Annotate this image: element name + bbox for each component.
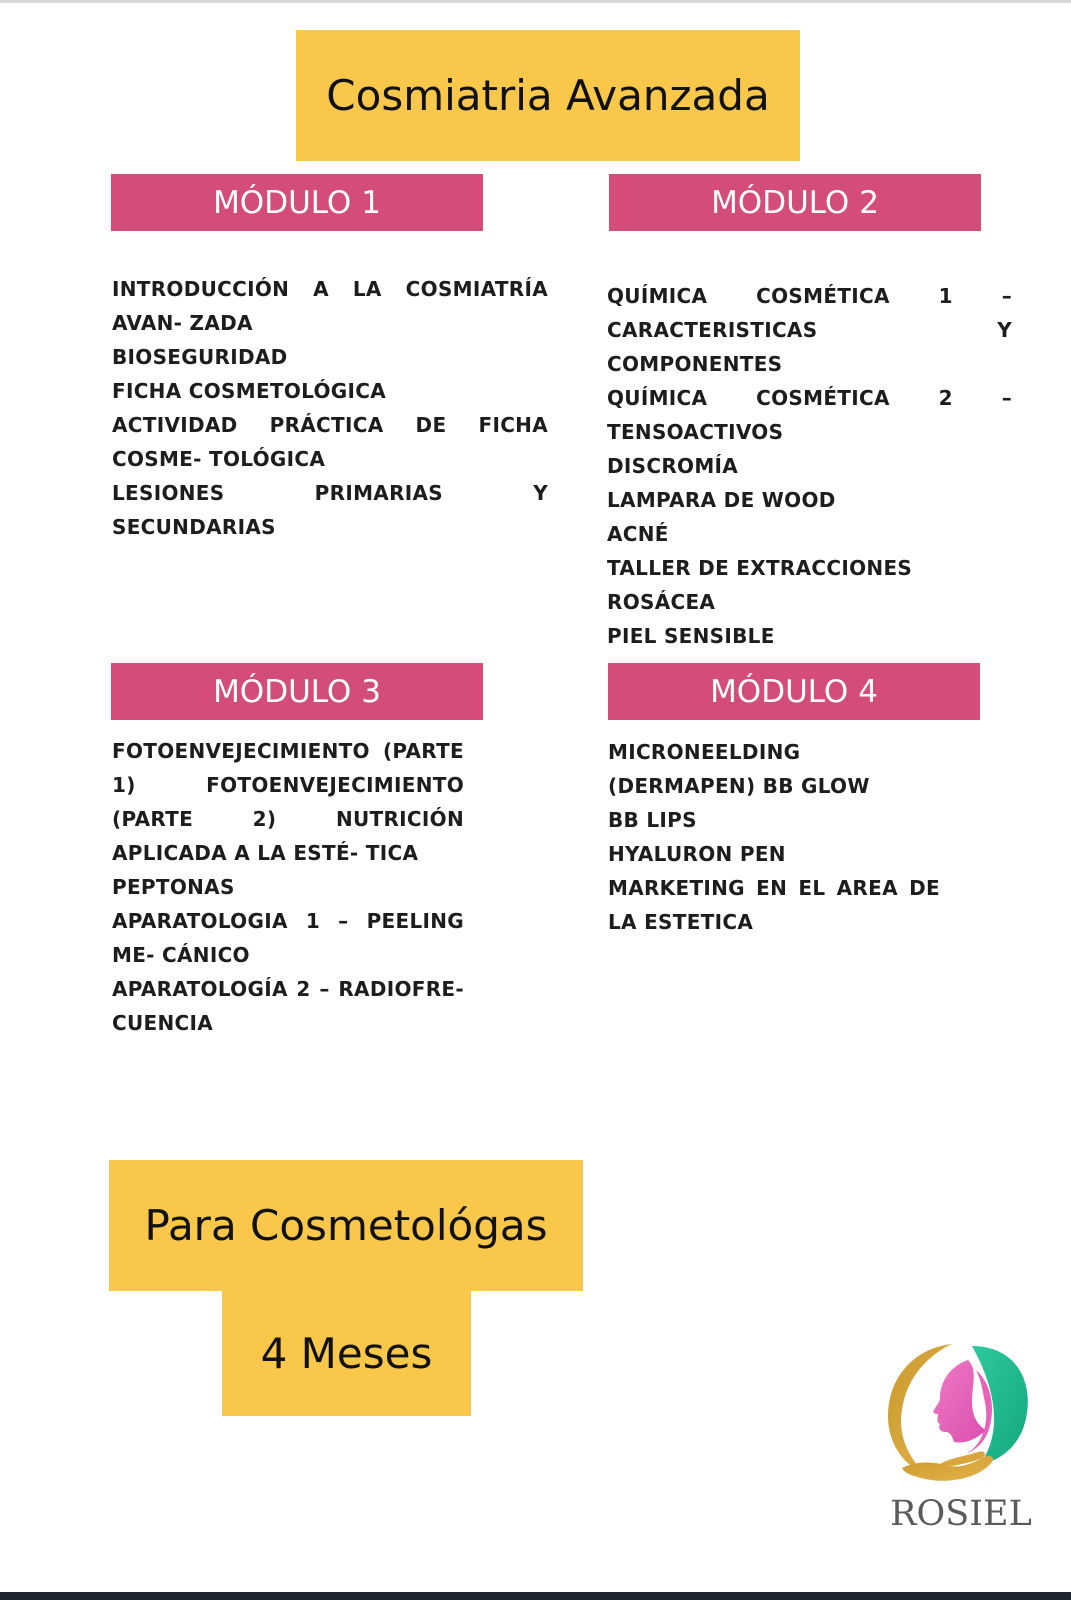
module-3-item: PEPTONAS [112, 875, 235, 899]
module-1-item: BIOSEGURIDAD [112, 345, 288, 369]
module-3-item: APARATOLOGÍA 2 – RADIOFRE- CUENCIA [112, 977, 464, 1035]
module-3-header: MÓDULO 3 [111, 663, 483, 720]
module-4-list [608, 735, 940, 939]
module-2-list [607, 279, 1012, 653]
module-4-item: MARKETING EN EL AREA DE LA ESTETICA [608, 876, 940, 934]
woman-profile-leaf-hand-icon [880, 1340, 1040, 1490]
rosiel-logo [876, 1340, 1046, 1540]
module-2-item: TALLER DE EXTRACCIONES [607, 556, 913, 580]
top-divider [0, 0, 1071, 3]
audience-label: Para Cosmetológas [109, 1160, 583, 1291]
module-4-item: MICRONEELDING (DERMAPEN) BB GLOW [608, 740, 870, 798]
bottom-bar [0, 1592, 1071, 1600]
module-3-item: APARATOLOGIA 1 – PEELING ME- CÁNICO [112, 909, 464, 967]
module-4-item: HYALURON PEN [608, 842, 786, 866]
module-2-item: LAMPARA DE WOOD [607, 488, 836, 512]
module-2-item: DISCROMÍA [607, 454, 739, 478]
module-2-item: QUÍMICA COSMÉTICA 1 – CARACTERISTICAS Y COMPONENTES [607, 284, 1012, 376]
module-2-header: MÓDULO 2 [609, 174, 981, 231]
module-2-item: PIEL SENSIBLE [607, 624, 775, 648]
module-1-item: ACTIVIDAD PRÁCTICA DE FICHA COSME- TOLÓGICA [112, 413, 548, 471]
module-1-header: MÓDULO 1 [111, 174, 483, 231]
logo-text: ROSIEL [890, 1494, 1032, 1534]
module-3-list [112, 734, 464, 1040]
duration-label: 4 Meses [222, 1291, 471, 1416]
module-1-item: LESIONES PRIMARIAS Y SECUNDARIAS [112, 481, 548, 539]
module-4-item: BB LIPS [608, 808, 697, 832]
module-1-item: INTRODUCCIÓN A LA COSMIATRÍA AVAN- ZADA [112, 277, 548, 335]
module-3-item: FOTOENVEJECIMIENTO (PARTE 1) FOTOENVEJECIMIENTO (PARTE 2) NUTRICIÓN APLICADA A LA ESTÉ- TICA [112, 739, 464, 865]
module-2-item: QUÍMICA COSMÉTICA 2 – TENSOACTIVOS [607, 386, 1012, 444]
module-2-item: ROSÁCEA [607, 590, 716, 614]
module-1-list [112, 272, 548, 544]
module-1-item: FICHA COSMETOLÓGICA [112, 379, 387, 403]
page-title: Cosmiatria Avanzada [296, 30, 800, 161]
module-2-item: ACNÉ [607, 522, 669, 546]
module-4-header: MÓDULO 4 [608, 663, 980, 720]
